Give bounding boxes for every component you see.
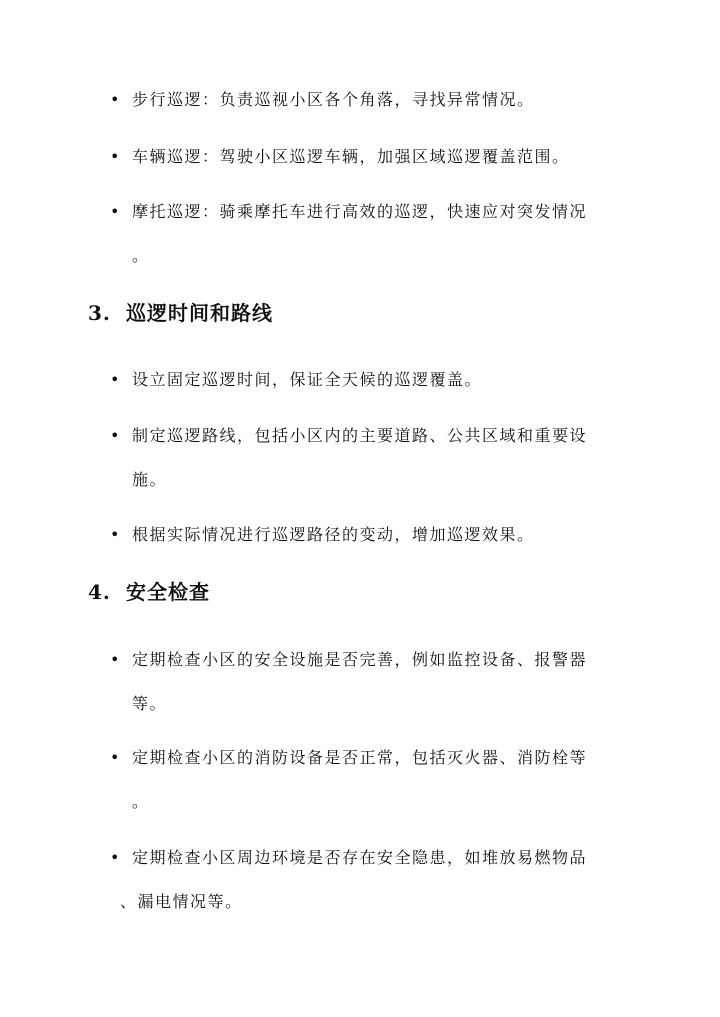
section-heading-3 — [88, 299, 273, 327]
bullet-icon: • — [110, 650, 120, 669]
list-item-text: 车辆巡逻：驾驶小区巡逻车辆，加强区域巡逻覆盖范围。 — [132, 147, 570, 166]
bullet-icon: • — [110, 426, 120, 445]
bullet-icon: • — [110, 370, 120, 389]
list-item-text: 设立固定巡逻时间，保证全天候的巡逻覆盖。 — [132, 370, 483, 389]
section-title: 安全检查 — [126, 580, 210, 604]
list-item-continuation: 施。 — [132, 470, 168, 489]
bullet-icon: • — [110, 147, 120, 166]
section-number: 3. — [88, 301, 111, 325]
list-item-text: 步行巡逻：负责巡视小区各个角落，寻找异常情况。 — [132, 90, 535, 109]
bullet-icon: • — [110, 202, 120, 221]
bullet-icon: • — [110, 848, 120, 867]
list-item-continuation: 等。 — [132, 694, 168, 713]
bullet-icon: • — [110, 748, 120, 767]
section-title: 巡逻时间和路线 — [126, 301, 273, 325]
bullet-icon: • — [110, 525, 120, 544]
list-item-text: 根据实际情况进行巡逻路径的变动，增加巡逻效果。 — [132, 525, 535, 544]
list-item-text: 摩托巡逻：骑乘摩托车进行高效的巡逻，快速应对突发情况 — [132, 202, 588, 221]
list-item-text: 定期检查小区的消防设备是否正常，包括灭火器、消防栓等 — [132, 748, 588, 767]
section-number: 4. — [88, 580, 111, 604]
list-item-continuation: 。 — [132, 246, 150, 265]
list-item-text: 定期检查小区的安全设施是否完善，例如监控设备、报警器 — [132, 650, 588, 669]
list-item-text: 制定巡逻路线，包括小区内的主要道路、公共区域和重要设 — [132, 426, 588, 445]
list-item-continuation: 、漏电情况等。 — [120, 892, 243, 911]
bullet-icon: • — [110, 90, 120, 109]
list-item-text: 定期检查小区周边环境是否存在安全隐患，如堆放易燃物品 — [132, 848, 588, 867]
list-item-continuation: 。 — [132, 792, 150, 811]
section-heading-4 — [88, 578, 210, 606]
